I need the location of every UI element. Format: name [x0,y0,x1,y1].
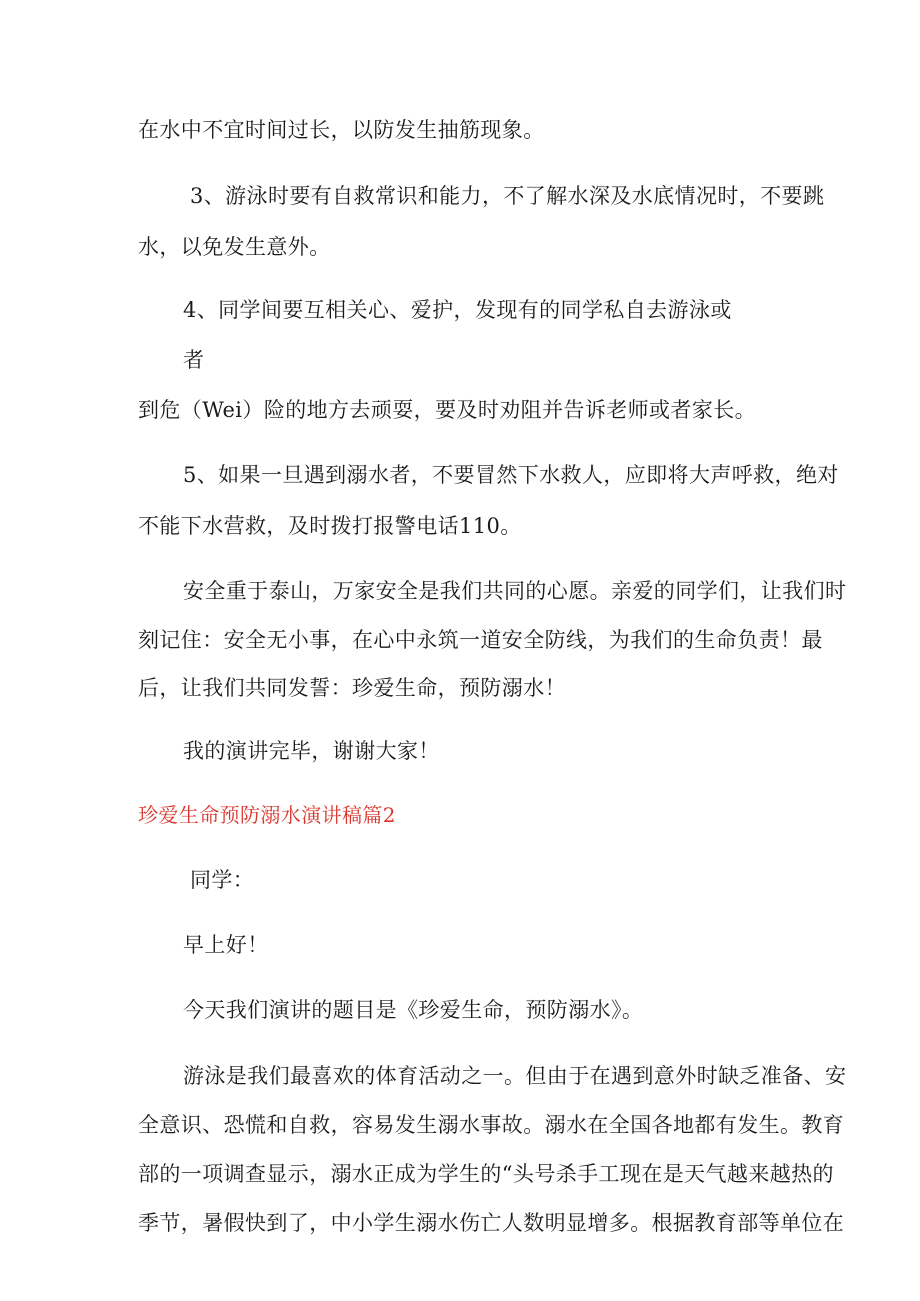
paragraph-line: 部的一项调查显示，溺水正成为学生的“头号杀手工现在是天气越来越热的 [138,1162,834,1186]
paragraph-line: 在水中不宜时间过长，以防发生抽筋现象。 [138,118,545,142]
paragraph-line: 者 [183,348,205,372]
paragraph-line: 不能下水营救，及时拨打报警电话110。 [138,514,522,538]
paragraph-line: 同学： [190,868,255,892]
paragraph-line: 我的演讲完毕，谢谢大家！ [183,739,440,763]
paragraph-line: 早上好！ [183,933,269,957]
paragraph-line: 到危（Wei）险的地方去顽耍，要及时劝阻并告诉老师或者家长。 [138,398,757,422]
paragraph-line: 今天我们演讲的题目是《珍爱生命，预防溺水》。 [183,998,644,1022]
paragraph-line: 游泳是我们最喜欢的体育活动之一。但由于在遇到意外时缺乏准备、安 [183,1064,847,1088]
paragraph-line: 水，以免发生意外。 [138,235,331,259]
paragraph-line: 后，让我们共同发誓：珍爱生命，预防溺水！ [138,676,566,700]
section-heading: 珍爱生命预防溺水演讲稿篇2 [138,803,396,827]
paragraph-line: 5、如果一旦遇到溺水者，不要冒然下水救人，应即将大声呼救，绝对 [183,463,839,487]
paragraph-line: 4、同学间要互相关心、爱护，发现有的同学私自去游泳或 [183,298,732,322]
paragraph-line: 季节，暑假快到了，中小学生溺水伤亡人数明显增多。根据教育部等单位在 [138,1211,845,1235]
paragraph-line: 安全重于泰山，万家安全是我们共同的心愿。亲爱的同学们，让我们时 [183,579,847,603]
paragraph-line: 刻记住：安全无小事，在心中永筑一道安全防线，为我们的生命负责！最 [138,628,823,652]
paragraph-line: 全意识、恐慌和自救，容易发生溺水事故。溺水在全国各地都有发生。教育 [138,1113,845,1137]
paragraph-line: 3、游泳时要有自救常识和能力，不了解水深及水底情况时，不要跳 [190,184,825,208]
